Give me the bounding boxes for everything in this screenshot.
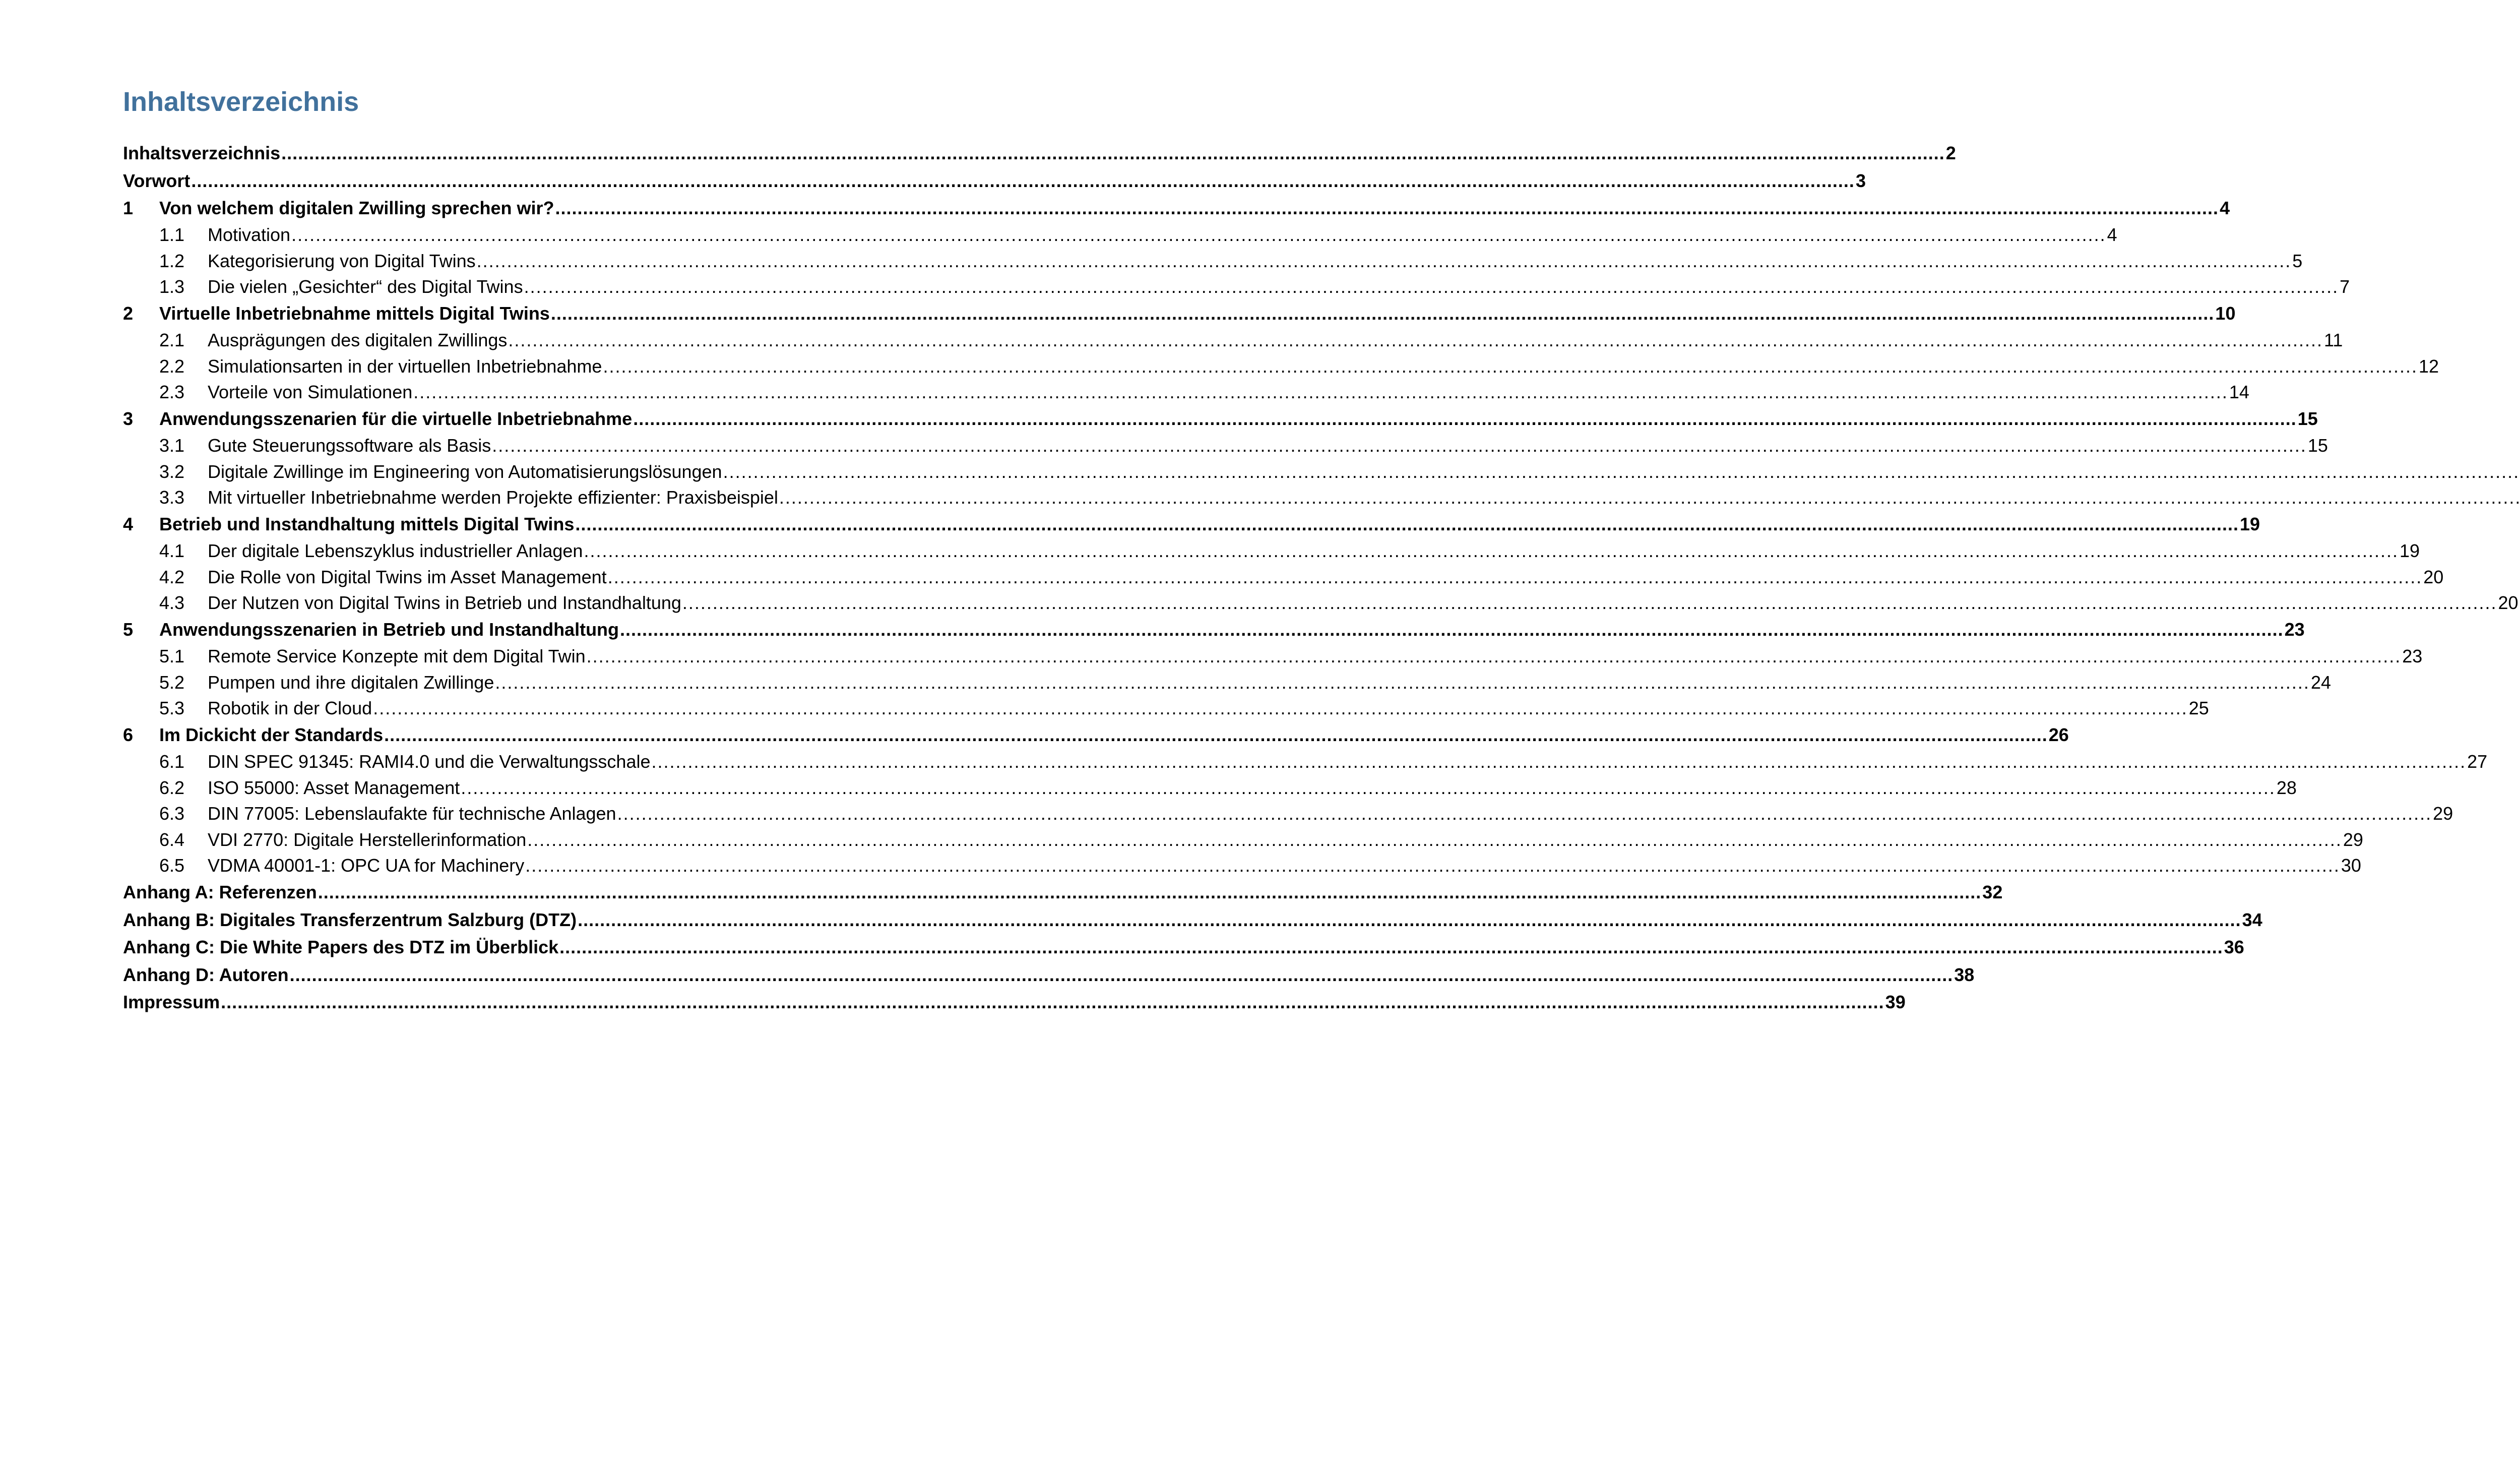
- dot-leader: [587, 647, 2402, 665]
- toc-entry[interactable]: [123, 749, 2488, 775]
- toc-entry-title: Anhang B: Digitales Transferzentrum Salzburg (DTZ): [123, 909, 577, 930]
- dot-leader: [384, 726, 2048, 744]
- toc-entry-title: Ausprägungen des digitalen Zwillings: [208, 330, 508, 351]
- dot-leader: [508, 331, 2323, 349]
- toc-entry[interactable]: [123, 961, 1975, 989]
- toc-entry-title: Anhang A: Referenzen: [123, 882, 317, 903]
- toc-entry[interactable]: [123, 564, 2444, 590]
- toc-entry-number: 5: [123, 619, 134, 640]
- toc-entry-page-number: 24: [2310, 672, 2331, 693]
- toc-entry[interactable]: [123, 300, 2236, 328]
- toc-entry-number: 6.1: [159, 751, 185, 772]
- dot-leader: [291, 226, 2106, 244]
- toc-entry[interactable]: [123, 721, 2069, 749]
- toc-entry-title: Vorteile von Simulationen: [208, 382, 413, 403]
- toc-entry-title: Digitale Zwillinge im Engineering von Automatisierungslösungen: [208, 461, 722, 482]
- toc-entry-title: Virtuelle Inbetriebnahme mittels Digital Twins: [159, 303, 550, 324]
- toc-entry-number: 2.2: [159, 355, 185, 377]
- dot-leader: [779, 489, 2520, 507]
- dot-leader: [578, 911, 2241, 929]
- toc-entry[interactable]: [123, 989, 1906, 1016]
- toc-entry-page-number: 27: [2467, 751, 2488, 772]
- dot-leader: [524, 278, 2339, 296]
- toc-entry-title: Die vielen „Gesichter“ des Digital Twins: [208, 276, 523, 297]
- toc-entry-page-number: 32: [1982, 882, 2003, 903]
- toc-entry[interactable]: [123, 616, 2305, 644]
- toc-entry-number: 6.2: [159, 777, 185, 798]
- toc-entry-title: Simulationsarten in der virtuellen Inbetriebnahme: [208, 355, 602, 377]
- toc-entry[interactable]: [123, 906, 2262, 934]
- dot-leader: [413, 383, 2228, 401]
- toc-entry-page-number: 23: [2402, 646, 2423, 667]
- toc-entry[interactable]: [123, 775, 2297, 801]
- toc-entry-title: ISO 55000: Asset Management: [208, 777, 460, 798]
- toc-entry-page-number: 30: [2341, 855, 2361, 876]
- toc-entry-title: VDMA 40001-1: OPC UA for Machinery: [208, 855, 525, 876]
- toc-entry[interactable]: [123, 670, 2331, 696]
- dot-leader: [551, 305, 2215, 323]
- toc-entry-title: Betrieb und Instandhaltung mittels Digital Twins: [159, 514, 575, 535]
- toc-entry-page-number: 19: [2239, 514, 2260, 535]
- toc-entry-title: Inhaltsverzeichnis: [123, 143, 281, 164]
- dot-leader: [281, 144, 1945, 162]
- dot-leader: [221, 993, 1884, 1011]
- toc-entry-page-number: 29: [2343, 829, 2363, 850]
- dot-leader: [584, 542, 2399, 560]
- toc-entry-title: Anwendungsszenarien für die virtuelle Inbetriebnahme: [159, 408, 633, 430]
- toc-entry-page-number: 4: [2220, 198, 2230, 219]
- dot-leader: [620, 621, 2284, 639]
- toc-entry-title: Impressum: [123, 992, 220, 1013]
- toc-entry-title: Der digitale Lebenszyklus industrieller Anlagen: [208, 540, 583, 562]
- toc-entry-number: 3.1: [159, 435, 185, 456]
- toc-entry[interactable]: [123, 511, 2260, 538]
- toc-entry[interactable]: [123, 274, 2350, 300]
- toc-entry-number: 4.3: [159, 592, 185, 614]
- toc-entry-page-number: 12: [2419, 355, 2439, 377]
- toc-entry[interactable]: [123, 485, 910, 511]
- dot-leader: [373, 699, 2188, 717]
- toc-entry-title: Im Dickicht der Standards: [159, 724, 384, 746]
- toc-entry-number: 6.5: [159, 855, 185, 876]
- toc-entry-number: 4: [123, 514, 134, 535]
- toc-entry-number: 5.3: [159, 698, 185, 719]
- toc-entry[interactable]: [123, 405, 2318, 433]
- toc-entry[interactable]: [123, 328, 2343, 354]
- toc-entry[interactable]: [123, 222, 2117, 249]
- toc-entry-page-number: 34: [2242, 909, 2262, 930]
- toc-entry-title: Remote Service Konzepte mit dem Digital Twin: [208, 646, 586, 667]
- toc-entry[interactable]: [123, 248, 2303, 274]
- toc-entry-title: Kategorisierung von Digital Twins: [208, 250, 476, 271]
- toc-entry-number: 1: [123, 198, 134, 219]
- toc-entry[interactable]: [123, 140, 1956, 167]
- toc-entry-page-number: 29: [2433, 803, 2453, 824]
- page-title: Inhaltsverzeichnis: [123, 87, 359, 117]
- toc-entry-title: Mit virtueller Inbetriebnahme werden Projekte effizienter: Praxisbeispiel: [208, 487, 778, 508]
- toc-entry[interactable]: [123, 380, 2249, 406]
- toc-entry-number: 6: [123, 724, 134, 746]
- table-of-contents: [123, 140, 2518, 1016]
- toc-entry-number: 2.1: [159, 330, 185, 351]
- toc-entry-number: 4.2: [159, 566, 185, 587]
- dot-leader: [682, 594, 2497, 612]
- toc-entry-page-number: 28: [2276, 777, 2297, 798]
- toc-entry-title: Die Rolle von Digital Twins im Asset Management: [208, 566, 607, 587]
- toc-entry-title: Robotik in der Cloud: [208, 698, 372, 719]
- dot-leader: [492, 437, 2307, 455]
- dot-leader: [559, 938, 2223, 956]
- toc-entry[interactable]: [123, 696, 2209, 722]
- toc-entry-number: 6.4: [159, 829, 185, 850]
- toc-entry[interactable]: [123, 879, 2003, 906]
- toc-entry-number: 5.1: [159, 646, 185, 667]
- dot-leader: [290, 966, 1954, 984]
- toc-entry[interactable]: [123, 195, 2230, 222]
- toc-entry-title: Gute Steuerungssoftware als Basis: [208, 435, 491, 456]
- toc-entry-number: 3.2: [159, 461, 185, 482]
- toc-entry-page-number: 4: [2107, 224, 2117, 246]
- toc-entry[interactable]: [123, 934, 2244, 961]
- dot-leader: [525, 857, 2340, 875]
- toc-entry-number: 1.1: [159, 224, 185, 246]
- toc-entry-title: Pumpen und ihre digitalen Zwillinge: [208, 672, 494, 693]
- toc-entry[interactable]: [123, 827, 2363, 853]
- toc-entry-title: Motivation: [208, 224, 291, 246]
- dot-leader: [527, 831, 2342, 849]
- dot-leader: [191, 172, 1855, 190]
- dot-leader: [575, 515, 2239, 533]
- toc-entry-page-number: 10: [2215, 303, 2236, 324]
- toc-entry-title: DIN SPEC 91345: RAMI4.0 und die Verwaltungsschale: [208, 751, 651, 772]
- toc-entry-title: Von welchem digitalen Zwilling sprechen wir?: [159, 198, 554, 219]
- dot-leader: [608, 568, 2423, 586]
- toc-entry-number: 3: [123, 408, 134, 430]
- dot-leader: [617, 805, 2432, 823]
- toc-entry-page-number: 20: [2498, 592, 2518, 614]
- toc-entry-page-number: 15: [2307, 435, 2328, 456]
- dot-leader: [651, 753, 2466, 771]
- dot-leader: [555, 199, 2219, 217]
- toc-entry-page-number: 7: [2340, 276, 2350, 297]
- toc-entry[interactable]: [123, 644, 2423, 670]
- toc-entry-number: 1.2: [159, 250, 185, 271]
- toc-entry-title: Anhang D: Autoren: [123, 964, 289, 985]
- toc-entry-page-number: 23: [2284, 619, 2305, 640]
- toc-entry-page-number: 36: [2224, 937, 2244, 958]
- toc-entry-number: 2: [123, 303, 134, 324]
- dot-leader: [477, 252, 2292, 270]
- toc-entry[interactable]: [123, 853, 2361, 879]
- toc-entry-title: Der Nutzen von Digital Twins in Betrieb und Instandhaltung: [208, 592, 681, 614]
- toc-entry-page-number: 20: [2423, 566, 2444, 587]
- toc-entry-number: 5.2: [159, 672, 185, 693]
- toc-entry-page-number: 19: [2400, 540, 2420, 562]
- toc-entry-page-number: 5: [2292, 250, 2303, 271]
- toc-entry[interactable]: [123, 433, 2328, 459]
- toc-entry-title: DIN 77005: Lebenslaufakte für technische Anlagen: [208, 803, 616, 824]
- toc-entry[interactable]: [123, 167, 1866, 195]
- toc-entry-number: 3.3: [159, 487, 185, 508]
- toc-entry-number: 6.3: [159, 803, 185, 824]
- toc-entry[interactable]: [123, 538, 2420, 565]
- toc-entry-page-number: 26: [2048, 724, 2069, 746]
- dot-leader: [633, 410, 2297, 428]
- toc-entry-page-number: 39: [1885, 992, 1906, 1013]
- dot-leader: [318, 883, 1982, 901]
- dot-leader: [461, 779, 2276, 797]
- toc-entry[interactable]: [123, 590, 2518, 617]
- toc-entry[interactable]: [123, 353, 2439, 380]
- toc-entry-number: 2.3: [159, 382, 185, 403]
- toc-entry-page-number: 11: [2323, 330, 2343, 351]
- toc-entry-page-number: 2: [1945, 143, 1956, 164]
- toc-entry[interactable]: [123, 801, 2453, 827]
- toc-entry-page-number: 38: [1954, 964, 1975, 985]
- toc-entry-number: 1.3: [159, 276, 185, 297]
- toc-entry-title: Vorwort: [123, 170, 191, 191]
- toc-entry-page-number: 14: [2229, 382, 2249, 403]
- dot-leader: [603, 357, 2418, 376]
- toc-entry-title: VDI 2770: Digitale Herstellerinformation: [208, 829, 527, 850]
- toc-entry-title: Anwendungsszenarien in Betrieb und Instandhaltung: [159, 619, 619, 640]
- toc-entry-page-number: 25: [2188, 698, 2209, 719]
- toc-entry-number: 4.1: [159, 540, 185, 562]
- dot-leader: [723, 463, 2520, 481]
- toc-entry-page-number: 3: [1855, 170, 1866, 191]
- dot-leader: [495, 674, 2310, 692]
- toc-entry-page-number: 15: [2297, 408, 2318, 430]
- toc-entry-title: Anhang C: Die White Papers des DTZ im Überblick: [123, 937, 559, 958]
- toc-entry[interactable]: [123, 459, 910, 485]
